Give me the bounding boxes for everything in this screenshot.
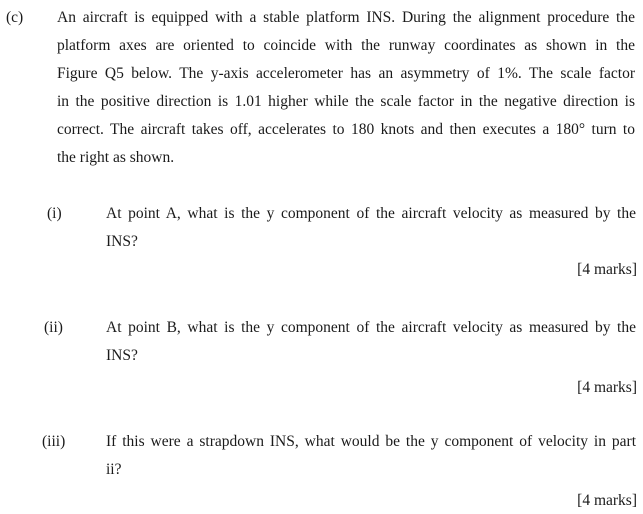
question-line: ii? bbox=[106, 461, 122, 478]
question-line: At point B, what is the y component of the aircraft velocity as measured by the bbox=[106, 319, 636, 336]
intro-line: An aircraft is equipped with a stable platform INS. During the alignment procedure the bbox=[57, 9, 635, 26]
marks-label: [4 marks] bbox=[577, 492, 637, 509]
question-text bbox=[106, 200, 636, 256]
question-line: At point A, what is the y component of the aircraft velocity as measured by the bbox=[106, 205, 636, 222]
intro-line: the right as shown. bbox=[57, 149, 175, 166]
question-number: (iii) bbox=[42, 433, 66, 450]
question-line: INS? bbox=[106, 233, 138, 250]
question-number: (ii) bbox=[44, 319, 63, 336]
question-text bbox=[106, 314, 636, 370]
question-text bbox=[106, 428, 636, 484]
marks-label: [4 marks] bbox=[577, 261, 637, 278]
question-line: INS? bbox=[106, 347, 138, 364]
intro-line: platform axes are oriented to coincide with the runway coordinates as shown in the bbox=[57, 37, 635, 54]
question-number: (i) bbox=[47, 205, 62, 222]
question-line: If this were a strapdown INS, what would be the y component of velocity in part bbox=[106, 433, 636, 450]
intro-line: correct. The aircraft takes off, accelerates to 180 knots and then executes a 180° turn to bbox=[57, 121, 635, 138]
intro-line: in the positive direction is 1.01 higher while the scale factor in the negative direction is bbox=[57, 93, 635, 110]
marks-label: [4 marks] bbox=[577, 379, 637, 396]
intro-line: Figure Q5 below. The y-axis accelerometer has an asymmetry of 1%. The scale factor bbox=[57, 65, 635, 82]
part-label: (c) bbox=[6, 9, 24, 26]
intro-paragraph bbox=[57, 4, 635, 172]
